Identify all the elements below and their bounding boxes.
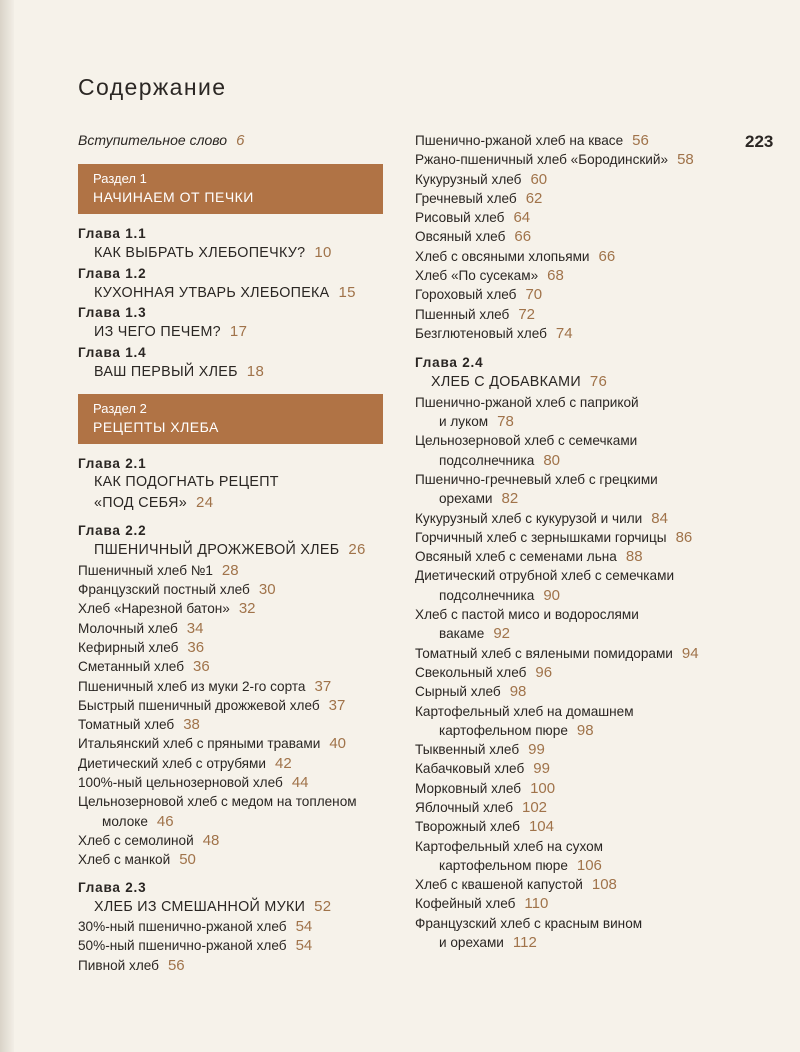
page-ref: 62 — [525, 189, 543, 207]
entry-name: Свекольный хлеб — [415, 664, 527, 680]
entry-name: 30%-ный пшенично-ржаной хлеб — [78, 919, 287, 935]
toc-entry[interactable] — [415, 740, 745, 759]
entry-name: Хлеб с семолиной — [78, 832, 194, 848]
page-title: Содержание — [78, 74, 227, 100]
toc-entry[interactable] — [415, 663, 745, 682]
entry-name: Хлеб с пастой мисо и водорослями — [415, 607, 639, 623]
toc-entry[interactable] — [415, 894, 745, 913]
page-ref: 46 — [156, 812, 174, 830]
toc-entry[interactable] — [415, 208, 745, 227]
recipe-list-2-4 — [415, 393, 745, 953]
page-ref: 54 — [295, 918, 313, 936]
page-ref: 78 — [497, 413, 514, 431]
page-ref: 90 — [543, 586, 560, 604]
toc-entry[interactable] — [415, 547, 745, 566]
chapter-title: КУХОННАЯ УТВАРЬ ХЛЕБОПЕКА 15 — [94, 283, 356, 301]
page-ref: 28 — [221, 561, 239, 579]
page-spine — [0, 0, 14, 1052]
entry-name: Ржано-пшеничный хлеб «Бородинский» — [415, 152, 669, 168]
entry-name: Картофельный хлеб на домашнем — [415, 703, 634, 719]
page-ref: 88 — [625, 548, 643, 566]
toc-entry[interactable] — [415, 817, 745, 836]
page-ref: 72 — [518, 305, 536, 323]
toc-entry[interactable] — [78, 831, 383, 850]
toc-entry[interactable] — [78, 734, 383, 753]
entry-name: 100%-ный цельнозерновой хлеб — [78, 775, 283, 791]
toc-entry[interactable]: Цельнозерновой хлеб с медом на топленом молоке 46 — [78, 794, 357, 830]
toc-entry[interactable] — [415, 189, 745, 208]
chapter-label: Глава 1.1 — [78, 226, 147, 242]
chapter-label: Глава 1.3 — [78, 305, 147, 321]
entry-name: Картофельный хлеб на сухом — [415, 838, 604, 854]
page-ref: 44 — [291, 774, 309, 792]
toc-entry[interactable] — [415, 509, 745, 528]
entry-name: Томатный хлеб — [78, 717, 175, 733]
page-ref: 110 — [524, 895, 549, 913]
page-ref: 98 — [576, 721, 594, 739]
page-ref: 106 — [576, 856, 602, 874]
entry-name: Пшеничный хлеб №1 — [78, 562, 213, 578]
entry-name: Кабачковый хлеб — [415, 761, 525, 777]
toc-entry[interactable] — [78, 773, 383, 792]
page-ref: 108 — [591, 876, 617, 894]
entry-name-cont: орехами 82 — [439, 490, 519, 508]
entry-name-cont: картофельном пюре 106 — [439, 856, 602, 874]
page-ref: 99 — [528, 741, 545, 759]
chapter-1-1[interactable] — [78, 224, 383, 264]
recipe-list-2-2-cont — [78, 831, 383, 870]
entry-name: Диетический хлеб с отрубями — [78, 755, 266, 771]
entry-name: Молочный хлеб — [78, 620, 178, 636]
page-ref: 32 — [238, 600, 256, 618]
chapter-label: Глава 1.4 — [78, 344, 147, 360]
page-ref: 38 — [183, 716, 200, 734]
entry-name: Безглютеновый хлеб — [415, 325, 547, 341]
toc-entry[interactable] — [415, 266, 745, 285]
entry-name: Французский хлеб с красным вином — [415, 915, 643, 931]
page-ref: 112 — [512, 934, 537, 952]
chapter-label: Глава 2.2 — [78, 523, 147, 539]
toc-entry[interactable] — [415, 837, 745, 876]
entry-name: Тыквенный хлеб — [415, 742, 520, 758]
page-number: 223 — [745, 132, 774, 151]
toc-entry[interactable] — [415, 566, 745, 605]
toc-right-column — [415, 131, 745, 952]
page-ref: 48 — [202, 831, 220, 849]
entry-name: Пшенично-ржаной хлеб с паприкой — [415, 394, 639, 410]
page-ref: 37 — [328, 696, 346, 714]
toc-entry[interactable] — [415, 324, 745, 343]
entry-name: Морковный хлеб — [415, 780, 522, 796]
page-ref: 102 — [522, 799, 548, 816]
chapter-2-4[interactable] — [415, 353, 745, 393]
page-ref: 58 — [677, 151, 694, 169]
entry-name: Хлеб с квашеной капустой — [415, 877, 583, 893]
page-ref: 74 — [555, 324, 573, 342]
toc-entry[interactable] — [415, 605, 745, 644]
entry-name: Горчичный хлеб с зернышками горчицы — [415, 529, 667, 545]
toc-entry[interactable] — [415, 470, 745, 509]
page-ref: 76 — [589, 373, 608, 391]
entry-name: Сырный хлеб — [415, 684, 501, 700]
entry-name: Хлеб «Нарезной батон» — [78, 601, 230, 617]
entry-name: 50%-ный пшенично-ржаной хлеб — [78, 938, 287, 954]
page-ref: 40 — [329, 735, 346, 753]
toc-entry[interactable] — [78, 638, 383, 657]
page-ref: 30 — [258, 581, 276, 599]
entry-name: Сметанный хлеб — [78, 659, 184, 675]
chapter-title: КАК ВЫБРАТЬ ХЛЕБОПЕЧКУ? 10 — [94, 244, 332, 262]
toc-entry[interactable] — [78, 956, 383, 975]
entry-name: Цельнозерновой хлеб с семечками — [415, 433, 638, 449]
toc-entry[interactable] — [78, 936, 383, 955]
toc-entry[interactable] — [78, 850, 383, 869]
entry-name: Кукурузный хлеб с кукурузой и чили — [415, 510, 643, 526]
page-ref: 80 — [543, 451, 560, 469]
toc-entry[interactable] — [415, 285, 745, 304]
page-ref: 86 — [675, 528, 693, 546]
chapter-label: Глава 1.2 — [78, 265, 147, 281]
page-ref: 6 — [236, 132, 245, 149]
chapter-label: Глава 2.1 — [78, 456, 147, 472]
chapter-2-3[interactable] — [78, 878, 383, 918]
page-ref: 99 — [533, 760, 550, 778]
entry-name: Пшенично-ржаной хлеб на квасе — [415, 133, 624, 148]
page-ref: 60 — [530, 170, 548, 188]
page-ref: 18 — [246, 362, 265, 380]
toc-entry[interactable] — [78, 677, 383, 696]
toc-entry[interactable] — [415, 170, 745, 189]
page-ref: 42 — [274, 754, 292, 772]
entry-name: Гречневый хлеб — [415, 190, 517, 206]
section-title: НАЧИНАЕМ ОТ ПЕЧКИ — [93, 189, 254, 206]
section-band-1[interactable] — [78, 164, 383, 214]
page-ref: 15 — [338, 283, 356, 301]
page-ref: 36 — [187, 638, 205, 656]
page-ref: 10 — [314, 244, 332, 262]
entry-name: Пшенный хлеб — [415, 306, 510, 322]
entry-name: Пшеничный хлеб из муки 2-го сорта — [78, 678, 306, 694]
section-band-2[interactable] — [78, 394, 383, 444]
entry-name: Рисовый хлеб — [415, 210, 505, 226]
toc-entry[interactable] — [78, 619, 383, 638]
page-ref: 66 — [598, 247, 616, 265]
chapter-1-2[interactable] — [78, 264, 383, 304]
page-ref: 52 — [314, 897, 332, 915]
entry-name: Творожный хлеб — [415, 819, 520, 835]
page-ref: 96 — [535, 663, 553, 681]
chapter-title: ИЗ ЧЕГО ПЕЧЕМ? 17 — [94, 323, 248, 341]
entry-name-cont: подсолнечника 90 — [439, 586, 560, 604]
page-ref: 17 — [229, 323, 248, 341]
chapter-1-4[interactable] — [78, 343, 383, 383]
toc-entry[interactable] — [415, 702, 745, 741]
toc-entry[interactable] — [78, 580, 383, 599]
page-ref: 94 — [681, 644, 699, 662]
page-ref: 24 — [196, 493, 214, 511]
page-ref: 82 — [501, 490, 519, 508]
chapter-label: Глава 2.4 — [415, 355, 484, 371]
page-ref: 54 — [295, 937, 313, 955]
entry-name: Томатный хлеб с вялеными помидорами — [415, 645, 673, 661]
toc-entry[interactable] — [415, 150, 745, 169]
page-ref: 56 — [167, 956, 185, 974]
toc-entry[interactable] — [415, 779, 745, 798]
toc-entry[interactable] — [415, 528, 745, 547]
chapter-title: ПШЕНИЧНЫЙ ДРОЖЖЕВОЙ ХЛЕБ 26 — [94, 541, 366, 559]
toc-entry[interactable] — [415, 431, 745, 470]
recipe-list-2-2 — [78, 561, 383, 793]
toc-entry[interactable] — [78, 917, 383, 936]
page-ref: 34 — [186, 619, 204, 637]
page-ref: 68 — [547, 267, 564, 285]
toc-entry[interactable] — [415, 393, 745, 432]
toc-entry[interactable] — [78, 657, 383, 676]
entry-name: Кефирный хлеб — [78, 639, 179, 655]
entry-name-cont: и луком 78 — [439, 413, 514, 431]
chapter-title: ХЛЕБ ИЗ СМЕШАННОЙ МУКИ 52 — [94, 897, 332, 915]
toc-left-column — [78, 131, 383, 975]
toc-entry[interactable] — [415, 247, 745, 266]
toc-entry[interactable] — [78, 715, 383, 734]
entry-name: Хлеб с овсяными хлопьями — [415, 248, 590, 264]
entry-name: Кофейный хлеб — [415, 896, 516, 912]
page-ref: 70 — [525, 286, 543, 304]
entry-name: Пшенично-гречневый хлеб с грецкими — [415, 471, 658, 487]
page-ref: 36 — [192, 658, 210, 676]
recipe-list-2-3-cont — [415, 131, 745, 343]
toc-entry[interactable] — [415, 682, 745, 701]
chapter-title-cont: «ПОД СЕБЯ» 24 — [94, 493, 214, 511]
chapter-title: ХЛЕБ С ДОБАВКАМИ 76 — [431, 373, 608, 391]
toc-entry[interactable] — [415, 875, 745, 894]
toc-entry[interactable] — [415, 914, 745, 953]
toc-entry[interactable] — [415, 305, 745, 324]
page-ref: 64 — [513, 209, 531, 227]
toc-entry[interactable] — [78, 696, 383, 715]
entry-name-cont: и орехами 112 — [439, 934, 537, 952]
page-ref: 37 — [314, 677, 332, 695]
chapter-title: КАК ПОДОГНАТЬ РЕЦЕПТ — [94, 474, 279, 491]
entry-name-cont: подсолнечника 80 — [439, 451, 560, 469]
chapter-title: ВАШ ПЕРВЫЙ ХЛЕБ 18 — [94, 362, 265, 380]
entry-name: Гороховый хлеб — [415, 287, 517, 303]
chapter-2-1[interactable] — [78, 454, 383, 513]
toc-entry-intro[interactable]: Вступительное слово 6 — [78, 132, 245, 149]
entry-name: Пивной хлеб — [78, 957, 159, 973]
entry-name: Овсяный хлеб — [415, 229, 506, 245]
toc-entry[interactable] — [78, 561, 383, 580]
section-title: РЕЦЕПТЫ ХЛЕБА — [93, 419, 219, 436]
page-ref: 50 — [179, 851, 196, 869]
page-ref: 84 — [651, 509, 668, 527]
page-ref: 26 — [348, 541, 366, 559]
page-ref: 66 — [514, 228, 532, 246]
entry-name-cont: вакаме 92 — [439, 625, 511, 643]
toc-entry[interactable] — [78, 754, 383, 773]
page-ref: 56 — [632, 132, 649, 149]
toc-entry[interactable] — [415, 798, 745, 817]
entry-name: Диетический отрубной хлеб с семечками — [415, 568, 675, 584]
chapter-2-2[interactable] — [78, 521, 383, 561]
chapters-section-1 — [78, 224, 383, 382]
toc-entry[interactable] — [415, 759, 745, 778]
chapter-1-3[interactable] — [78, 303, 383, 343]
entry-name: Хлеб с манкой — [78, 852, 171, 868]
entry-name: Французский постный хлеб — [78, 582, 250, 598]
toc-entry[interactable] — [415, 227, 745, 246]
entry-name: Овсяный хлеб с семенами льна — [415, 549, 617, 565]
entry-name: Быстрый пшеничный дрожжевой хлеб — [78, 697, 320, 713]
entry-name: Яблочный хлеб — [415, 800, 513, 815]
entry-name: Хлеб «По сусекам» — [415, 268, 539, 284]
page-ref: 100 — [530, 779, 556, 797]
recipe-list-2-3 — [78, 917, 383, 975]
page-ref: 92 — [493, 625, 511, 643]
chapter-label: Глава 2.3 — [78, 879, 147, 895]
toc-entry[interactable] — [415, 644, 745, 663]
entry-name: Итальянский хлеб с пряными травами — [78, 736, 321, 752]
toc-entry[interactable] — [415, 131, 745, 150]
section-label: Раздел 1 — [93, 171, 147, 187]
page-ref: 98 — [509, 683, 527, 701]
toc-entry[interactable] — [78, 599, 383, 618]
section-label: Раздел 2 — [93, 401, 147, 417]
entry-name: Кукурузный хлеб — [415, 171, 522, 187]
page-ref: 104 — [528, 818, 554, 836]
entry-name-cont: картофельном пюре 98 — [439, 721, 594, 739]
